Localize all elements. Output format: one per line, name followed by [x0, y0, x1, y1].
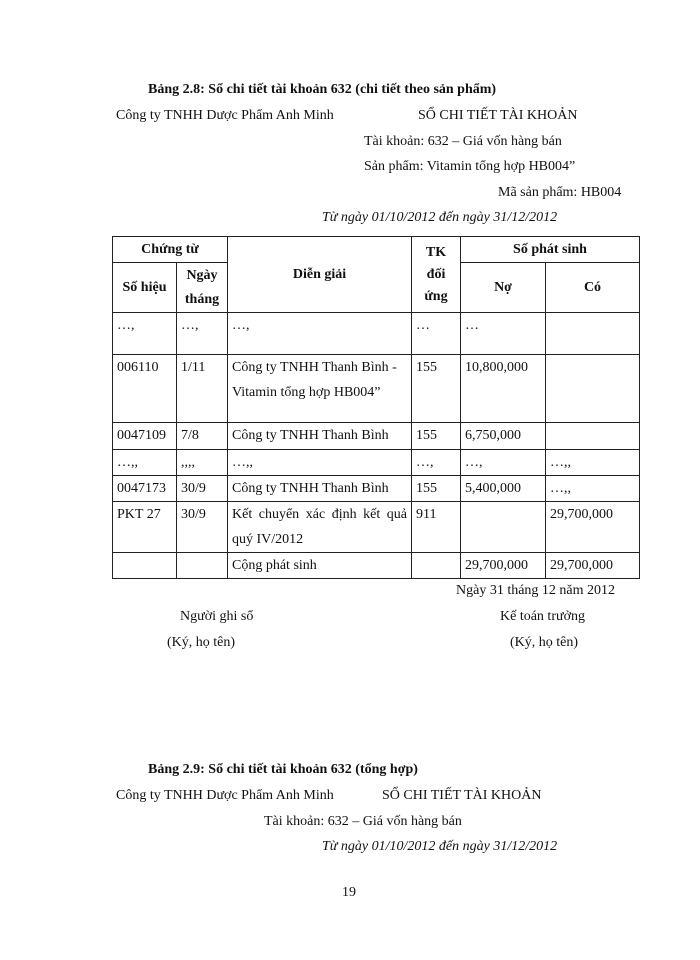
cell-description: …,, — [228, 450, 412, 476]
cell-counter-account: 155 — [412, 355, 461, 423]
cell-voucher-no — [113, 553, 177, 579]
chief-accountant-label: Kế toán trưởng — [500, 609, 585, 624]
cell-voucher-date: …, — [177, 313, 228, 355]
header-counter-account: TK đối ứng — [412, 237, 461, 313]
ledger-heading: SỔ CHI TIẾT TÀI KHOẢN — [418, 108, 578, 123]
company-name-2: Công ty TNHH Dược Phẩm Anh Minh — [116, 788, 334, 803]
cell-voucher-no: 0047109 — [113, 423, 177, 450]
table-row — [113, 313, 640, 355]
cell-counter-account: 155 — [412, 423, 461, 450]
cell-debit: 6,750,000 — [461, 423, 546, 450]
cell-voucher-date: 30/9 — [177, 476, 228, 502]
cell-counter-account: 911 — [412, 502, 461, 553]
ledger-heading-2: SỔ CHI TIẾT TÀI KHOẢN — [382, 788, 542, 803]
cell-counter-account — [412, 553, 461, 579]
cell-debit: 29,700,000 — [461, 553, 546, 579]
table-2-8-title: Bảng 2.8: Sổ chi tiết tài khoản 632 (chi tiết theo sản phẩm) — [148, 82, 497, 97]
chief-sign-note: (Ký, họ tên) — [510, 635, 579, 650]
header-voucher-date: Ngày tháng — [177, 263, 228, 313]
cell-voucher-date — [177, 553, 228, 579]
cell-debit: …, — [461, 450, 546, 476]
header-amount: Số phát sinh — [461, 237, 640, 263]
cell-description: …, — [228, 313, 412, 355]
cell-counter-account: … — [412, 313, 461, 355]
cell-counter-account: …, — [412, 450, 461, 476]
cell-description: Công ty TNHH Thanh Bình - Vitamin tổng hợp HB004” — [228, 355, 412, 423]
table-row — [113, 476, 640, 502]
cell-description: Cộng phát sinh — [228, 553, 412, 579]
recorder-sign-note: (Ký, họ tên) — [167, 635, 236, 650]
cell-debit: 5,400,000 — [461, 476, 546, 502]
header-voucher: Chứng từ — [113, 237, 228, 263]
table-row — [113, 355, 640, 423]
header-debit: Nợ — [461, 263, 546, 313]
cell-voucher-no: 0047173 — [113, 476, 177, 502]
cell-credit: …,, — [546, 476, 640, 502]
cell-counter-account: 155 — [412, 476, 461, 502]
cell-voucher-date: 7/8 — [177, 423, 228, 450]
product-line: Sản phẩm: Vitamin tổng hợp HB004” — [364, 159, 576, 174]
table-row — [113, 423, 640, 450]
cell-credit — [546, 313, 640, 355]
table-2-9-title: Bảng 2.9: Sổ chi tiết tài khoản 632 (tổng hợp) — [148, 762, 418, 777]
cell-voucher-no: …,, — [113, 450, 177, 476]
cell-debit: 10,800,000 — [461, 355, 546, 423]
header-description: Diễn giải — [228, 237, 412, 313]
table-row — [113, 502, 640, 553]
cell-description: Kết chuyển xác định kết quả quý IV/2012 — [228, 502, 412, 553]
cell-description: Công ty TNHH Thanh Bình — [228, 423, 412, 450]
product-code-line: Mã sản phẩm: HB004 — [498, 185, 622, 200]
cell-credit: 29,700,000 — [546, 553, 640, 579]
cell-description: Công ty TNHH Thanh Bình — [228, 476, 412, 502]
cell-voucher-no: 006110 — [113, 355, 177, 423]
table-row — [113, 450, 640, 476]
cell-voucher-date: ,,,, — [177, 450, 228, 476]
header-voucher-no: Số hiệu — [113, 263, 177, 313]
cell-credit — [546, 423, 640, 450]
cell-debit: … — [461, 313, 546, 355]
account-line: Tài khoản: 632 – Giá vốn hàng bán — [364, 134, 562, 149]
cell-voucher-no: PKT 27 — [113, 502, 177, 553]
ledger-table — [112, 236, 640, 579]
cell-debit — [461, 502, 546, 553]
cell-credit — [546, 355, 640, 423]
table-row-total — [113, 553, 640, 579]
cell-voucher-date: 30/9 — [177, 502, 228, 553]
company-name: Công ty TNHH Dược Phẩm Anh Minh — [116, 108, 334, 123]
cell-voucher-date: 1/11 — [177, 355, 228, 423]
page-number: 19 — [342, 885, 356, 900]
header-credit: Có — [546, 263, 640, 313]
cell-credit: …,, — [546, 450, 640, 476]
cell-credit: 29,700,000 — [546, 502, 640, 553]
period-line-2: Từ ngày 01/10/2012 đến ngày 31/12/2012 — [322, 839, 558, 854]
cell-voucher-no: …, — [113, 313, 177, 355]
account-line-2: Tài khoản: 632 – Giá vốn hàng bán — [264, 814, 462, 829]
signature-date: Ngày 31 tháng 12 năm 2012 — [456, 583, 616, 598]
period-line: Từ ngày 01/10/2012 đến ngày 31/12/2012 — [322, 210, 558, 225]
recorder-label: Người ghi sổ — [180, 609, 254, 624]
